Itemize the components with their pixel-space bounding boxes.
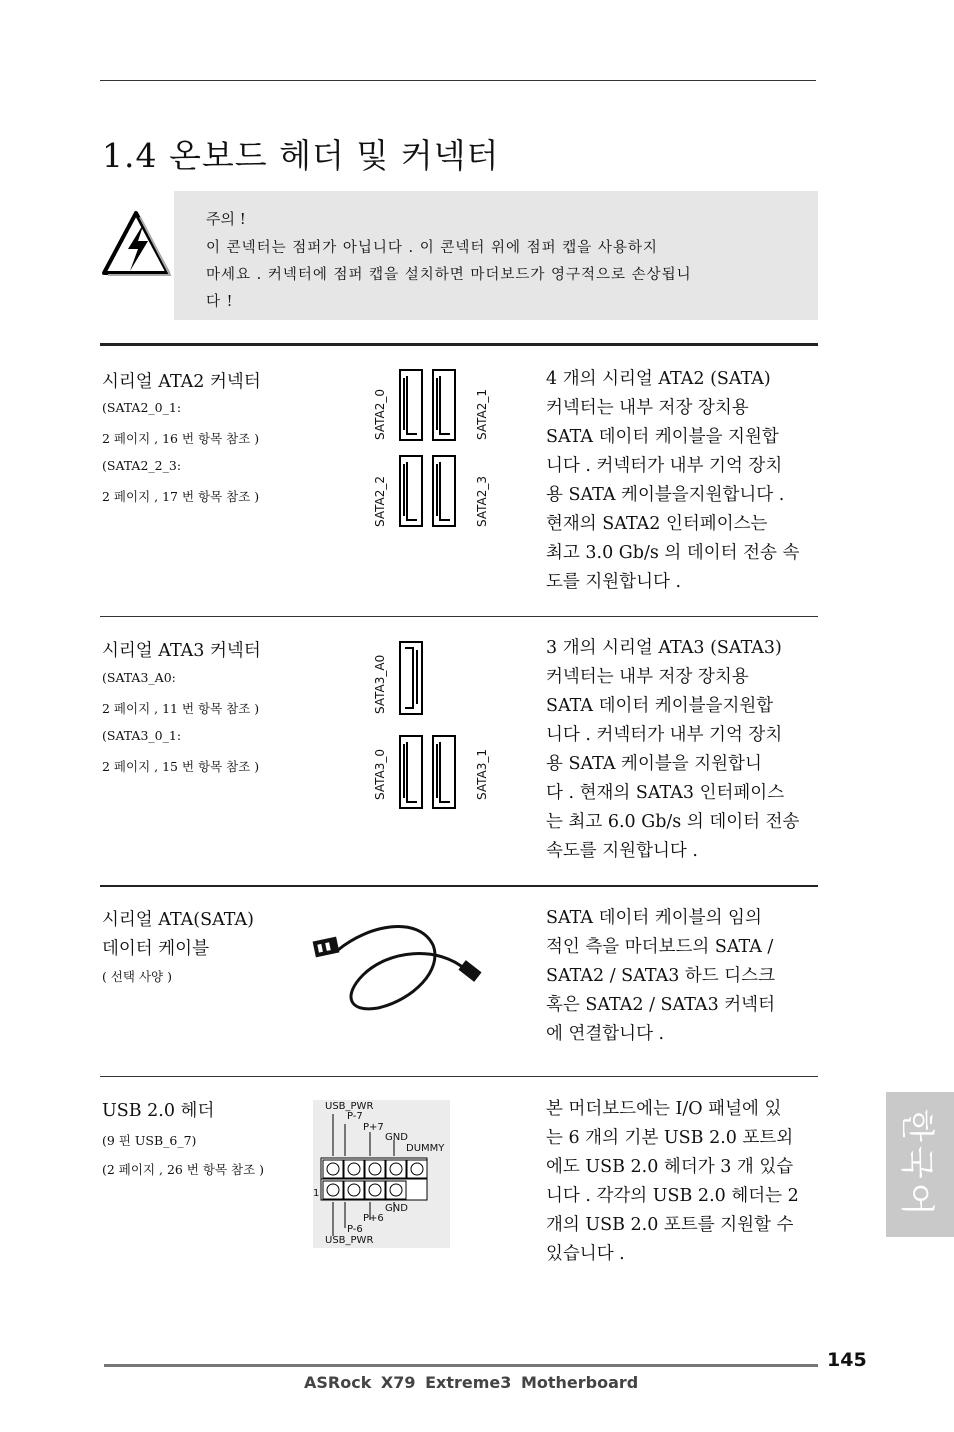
section-divider-thick [100, 343, 818, 346]
desc-line: 에도 USB 2.0 헤더가 3 개 있습 [546, 1157, 794, 1177]
sata2-ref-line: 2 페이지 , 16 번 항목 참조 ) [102, 431, 260, 446]
desc-line: 속도를 지원합니다 . [546, 841, 698, 861]
sata2-connector-diagram [395, 368, 465, 530]
language-tab-label: 한국어 [896, 1109, 937, 1220]
gnd-top-label: GND [385, 1132, 408, 1143]
caution-line: 다 ! [206, 294, 234, 310]
usb-section-title: USB 2.0 헤더 [102, 1101, 215, 1121]
desc-line: 는 6 개의 기본 USB 2.0 포트외 [546, 1128, 794, 1148]
desc-line: 있습니다 . [546, 1244, 625, 1264]
section-divider [100, 616, 818, 617]
sata2-0-label: SATA2_0 [373, 389, 387, 440]
sata3-0-label: SATA3_0 [373, 749, 387, 800]
desc-line: 니다 . 커넥터가 내부 기억 장치 [546, 456, 783, 476]
sata3-1-label: SATA3_1 [475, 749, 489, 800]
sata-cable-image [308, 915, 498, 1015]
language-side-tab [886, 1092, 954, 1237]
usb-description [546, 1095, 820, 1269]
dummy-label: DUMMY [406, 1143, 445, 1154]
p-minus-7-label: P-7 [347, 1111, 363, 1122]
desc-line: 3 개의 시리얼 ATA3 (SATA3) [546, 638, 782, 658]
sata3-a0-label: SATA3_A0 [373, 654, 387, 714]
desc-line: SATA 데이터 케이블을지원합 [546, 696, 774, 716]
sata-cable-description [546, 904, 820, 1049]
footer-rule [104, 1364, 818, 1367]
caution-title: 주의 ! [206, 210, 246, 228]
footer-product-name: ASRock X79 Extreme3 Motherboard [304, 1373, 639, 1392]
sata3-ref-line: (SATA3_A0: [102, 670, 176, 685]
sata3-description [546, 634, 820, 866]
caution-line: 마세요 . 커넥터에 점퍼 캡을 설치하면 마더보드가 영구적으로 손상됩니 [206, 267, 692, 283]
desc-line: 본 머더보드에는 I/O 패널에 있 [546, 1099, 782, 1119]
desc-line: 현재의 SATA2 인터페이스는 [546, 514, 768, 534]
sata2-ref-line: (SATA2_0_1: [102, 400, 182, 415]
desc-line: 적인 측을 마더보드의 SATA / [546, 937, 774, 957]
desc-line: 4 개의 시리얼 ATA2 (SATA) [546, 369, 771, 389]
p-plus-7-label: P+7 [363, 1122, 384, 1133]
sata2-section-title: 시리얼 ATA2 커넥터 [102, 372, 261, 392]
page-number: 145 [827, 1349, 867, 1371]
page-title: 1.4 온보드 헤더 및 커넥터 [102, 136, 500, 175]
usb-pwr-bottom-label: USB_PWR [325, 1235, 374, 1246]
pin-1-label: 1 [313, 1188, 320, 1199]
p-minus-6-label: P-6 [347, 1224, 363, 1235]
gnd-bottom-label: GND [385, 1203, 408, 1214]
sata-cable-title-line: 시리얼 ATA(SATA) [102, 910, 254, 930]
usb-header-diagram [313, 1100, 450, 1248]
sata-cable-optional: ( 선택 사양 ) [102, 969, 172, 984]
caution-box [174, 191, 818, 320]
desc-line: 커넥터는 내부 저장 장치용 [546, 398, 749, 418]
usb-ref-line: (9 핀 USB_6_7) [102, 1133, 197, 1148]
p-plus-6-label: P+6 [363, 1213, 384, 1224]
desc-line: 에 연결합니다 . [546, 1024, 665, 1044]
sata2-1-label: SATA2_1 [475, 389, 489, 440]
desc-line: 용 SATA 케이블을지원합니다 . [546, 485, 785, 505]
sata3-ref-line: 2 페이지 , 15 번 항목 참조 ) [102, 759, 260, 774]
desc-line: 최고 3.0 Gb/s 의 데이터 전송 속 [546, 543, 800, 563]
desc-line: 도를 지원합니다 . [546, 572, 682, 592]
desc-line: 개의 USB 2.0 포트를 지원할 수 [546, 1215, 794, 1235]
caution-body [206, 235, 806, 316]
desc-line: 커넥터는 내부 저장 장치용 [546, 667, 749, 687]
sata3-section-title: 시리얼 ATA3 커넥터 [102, 641, 261, 661]
sata2-ref-line: (SATA2_2_3: [102, 458, 182, 473]
sata3-connector-diagram [395, 640, 465, 812]
sata3-ref-line: 2 페이지 , 11 번 항목 참조 ) [102, 701, 260, 716]
usb-ref-line: (2 페이지 , 26 번 항목 참조 ) [102, 1162, 264, 1177]
top-rule [100, 80, 816, 81]
section-divider [100, 1076, 818, 1077]
sata2-3-label: SATA2_3 [475, 476, 489, 527]
sata2-2-label: SATA2_2 [373, 476, 387, 527]
desc-line: 는 최고 6.0 Gb/s 의 데이터 전송 [546, 812, 800, 832]
desc-line: 니다 . 커넥터가 내부 기억 장치 [546, 725, 783, 745]
desc-line: SATA 데이터 케이블의 임의 [546, 908, 762, 928]
desc-line: SATA2 / SATA3 하드 디스크 [546, 966, 775, 986]
sata2-ref-line: 2 페이지 , 17 번 항목 참조 ) [102, 489, 260, 504]
caution-line: 이 콘넥터는 점퍼가 아닙니다 . 이 콘넥터 위에 점퍼 캡을 사용하지 [206, 240, 658, 256]
desc-line: 다 . 현재의 SATA3 인터페이스 [546, 783, 785, 803]
sata3-ref-line: (SATA3_0_1: [102, 728, 182, 743]
desc-line: 혹은 SATA2 / SATA3 커넥터 [546, 995, 775, 1015]
section-divider [100, 885, 818, 887]
warning-lightning-icon [100, 209, 172, 279]
desc-line: 니다 . 각각의 USB 2.0 헤더는 2 [546, 1186, 799, 1206]
desc-line: SATA 데이터 케이블을 지원합 [546, 427, 779, 447]
sata-cable-title-line: 데이터 케이블 [102, 939, 209, 959]
desc-line: 용 SATA 케이블을 지원합니 [546, 754, 762, 774]
usb-pwr-top-label: USB_PWR [325, 1101, 374, 1112]
sata2-description [546, 365, 820, 597]
